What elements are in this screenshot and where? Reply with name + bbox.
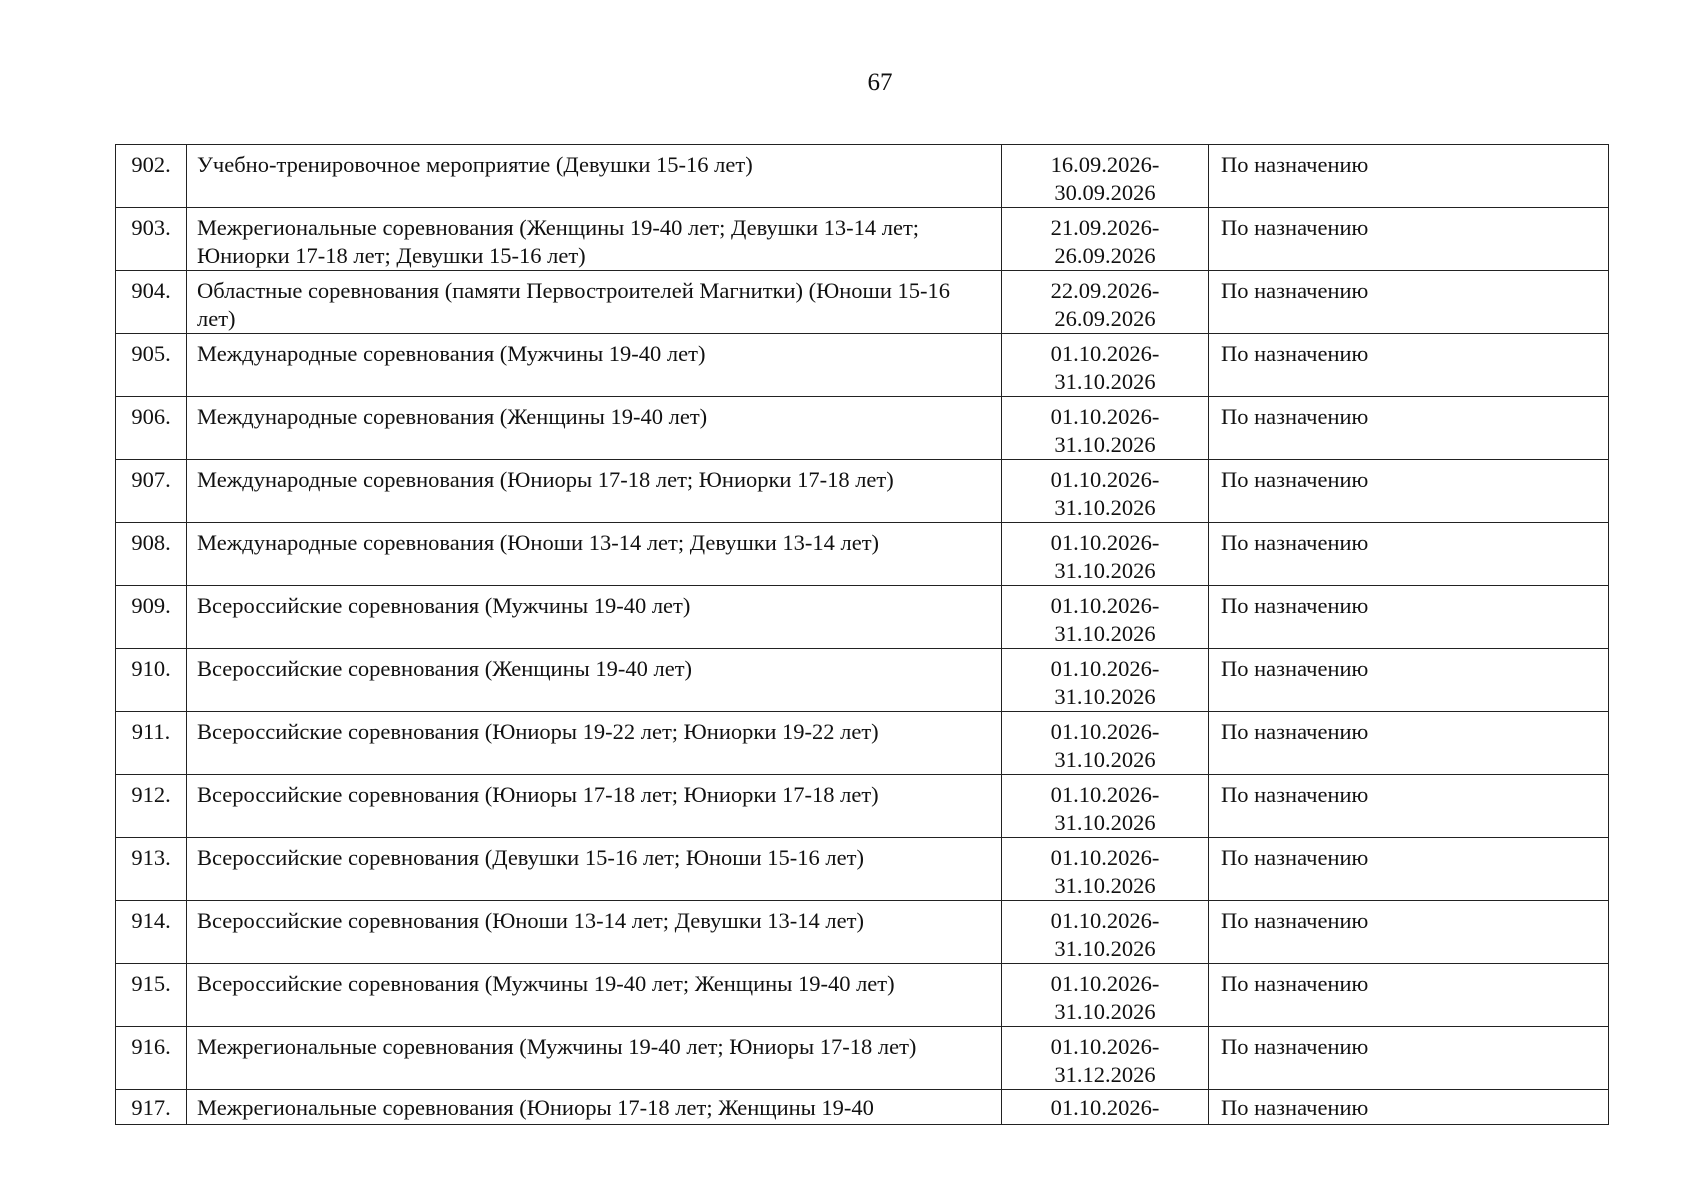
date-start: 01.10.2026- xyxy=(1050,656,1160,681)
date-start: 01.10.2026- xyxy=(1050,1095,1160,1120)
date-start: 01.10.2026- xyxy=(1050,845,1160,870)
event-name: Межрегиональные соревнования (Юниоры 17-18 лет; Женщины 19-40 xyxy=(187,1090,1002,1125)
row-number: 912. xyxy=(116,775,187,838)
row-number: 917. xyxy=(116,1090,187,1125)
date-end: 31.10.2026 xyxy=(1054,747,1156,772)
event-dates xyxy=(1002,775,1209,838)
row-number: 907. xyxy=(116,460,187,523)
event-place: По назначению xyxy=(1209,964,1609,1027)
row-number: 906. xyxy=(116,397,187,460)
table-row xyxy=(116,397,1609,460)
event-dates xyxy=(1002,649,1209,712)
date-start: 01.10.2026- xyxy=(1050,971,1160,996)
date-start: 01.10.2026- xyxy=(1050,341,1160,366)
event-place: По назначению xyxy=(1209,460,1609,523)
event-name: Всероссийские соревнования (Девушки 15-16 лет; Юноши 15-16 лет) xyxy=(187,838,1002,901)
table-row xyxy=(116,334,1609,397)
row-number: 904. xyxy=(116,271,187,334)
event-place: По назначению xyxy=(1209,208,1609,271)
event-name: Межрегиональные соревнования (Мужчины 19-40 лет; Юниоры 17-18 лет) xyxy=(187,1027,1002,1090)
event-place: По назначению xyxy=(1209,901,1609,964)
table-row xyxy=(116,1090,1609,1125)
event-name: Межрегиональные соревнования (Женщины 19-40 лет; Девушки 13-14 лет; Юниорки 17-18 лет; Девушки 15-16 лет) xyxy=(187,208,1002,271)
row-number: 908. xyxy=(116,523,187,586)
row-number: 909. xyxy=(116,586,187,649)
table-row xyxy=(116,586,1609,649)
date-end: 31.12.2026 xyxy=(1054,1062,1156,1087)
row-number: 902. xyxy=(116,145,187,208)
event-dates xyxy=(1002,838,1209,901)
date-end: 31.10.2026 xyxy=(1054,621,1156,646)
table-row xyxy=(116,145,1609,208)
event-dates xyxy=(1002,145,1209,208)
date-start: 01.10.2026- xyxy=(1050,404,1160,429)
event-dates xyxy=(1002,1090,1209,1125)
event-dates xyxy=(1002,208,1209,271)
date-end: 30.09.2026 xyxy=(1054,180,1156,205)
date-end: 31.10.2026 xyxy=(1054,810,1156,835)
date-end: 31.10.2026 xyxy=(1054,873,1156,898)
event-dates xyxy=(1002,712,1209,775)
event-place: По назначению xyxy=(1209,1090,1609,1125)
row-number: 905. xyxy=(116,334,187,397)
event-name: Международные соревнования (Мужчины 19-40 лет) xyxy=(187,334,1002,397)
event-name: Международные соревнования (Юноши 13-14 лет; Девушки 13-14 лет) xyxy=(187,523,1002,586)
table-row xyxy=(116,523,1609,586)
event-dates xyxy=(1002,397,1209,460)
event-place: По назначению xyxy=(1209,775,1609,838)
date-end: 31.10.2026 xyxy=(1054,495,1156,520)
page-number: 67 xyxy=(867,69,893,96)
event-place: По назначению xyxy=(1209,649,1609,712)
event-place: По назначению xyxy=(1209,271,1609,334)
event-dates xyxy=(1002,334,1209,397)
event-place: По назначению xyxy=(1209,1027,1609,1090)
event-dates xyxy=(1002,460,1209,523)
event-place: По назначению xyxy=(1209,523,1609,586)
date-start: 01.10.2026- xyxy=(1050,593,1160,618)
table-row xyxy=(116,775,1609,838)
event-name: Международные соревнования (Женщины 19-40 лет) xyxy=(187,397,1002,460)
table-row xyxy=(116,460,1609,523)
event-name: Учебно-тренировочное мероприятие (Девушки 15-16 лет) xyxy=(187,145,1002,208)
table-row xyxy=(116,901,1609,964)
date-end: 31.10.2026 xyxy=(1054,558,1156,583)
table-row xyxy=(116,1027,1609,1090)
date-end: 31.10.2026 xyxy=(1054,369,1156,394)
date-start: 01.10.2026- xyxy=(1050,908,1160,933)
event-place: По назначению xyxy=(1209,838,1609,901)
event-name: Всероссийские соревнования (Юниоры 17-18 лет; Юниорки 17-18 лет) xyxy=(187,775,1002,838)
date-start: 01.10.2026- xyxy=(1050,1034,1160,1059)
date-end: 26.09.2026 xyxy=(1054,306,1156,331)
table-row xyxy=(116,208,1609,271)
date-start: 21.09.2026- xyxy=(1050,215,1160,240)
event-place: По назначению xyxy=(1209,145,1609,208)
date-start: 01.10.2026- xyxy=(1050,530,1160,555)
event-dates xyxy=(1002,523,1209,586)
event-name: Областные соревнования (памяти Первостроителей Магнитки) (Юноши 15-16 лет) xyxy=(187,271,1002,334)
date-end: 31.10.2026 xyxy=(1054,999,1156,1024)
event-name: Всероссийские соревнования (Юноши 13-14 лет; Девушки 13-14 лет) xyxy=(187,901,1002,964)
event-dates xyxy=(1002,1027,1209,1090)
event-dates xyxy=(1002,271,1209,334)
event-name: Международные соревнования (Юниоры 17-18 лет; Юниорки 17-18 лет) xyxy=(187,460,1002,523)
table-row xyxy=(116,271,1609,334)
row-number: 910. xyxy=(116,649,187,712)
date-end: 26.09.2026 xyxy=(1054,243,1156,268)
table-row xyxy=(116,838,1609,901)
table-row xyxy=(116,964,1609,1027)
event-name: Всероссийские соревнования (Женщины 19-40 лет) xyxy=(187,649,1002,712)
date-start: 16.09.2026- xyxy=(1050,152,1160,177)
event-place: По назначению xyxy=(1209,712,1609,775)
date-start: 22.09.2026- xyxy=(1050,278,1160,303)
row-number: 903. xyxy=(116,208,187,271)
event-name: Всероссийские соревнования (Юниоры 19-22 лет; Юниорки 19-22 лет) xyxy=(187,712,1002,775)
row-number: 911. xyxy=(116,712,187,775)
date-end: 31.10.2026 xyxy=(1054,684,1156,709)
date-end: 31.10.2026 xyxy=(1054,432,1156,457)
event-name: Всероссийские соревнования (Мужчины 19-40 лет) xyxy=(187,586,1002,649)
events-table xyxy=(115,144,1609,1125)
table-row xyxy=(116,712,1609,775)
date-start: 01.10.2026- xyxy=(1050,467,1160,492)
row-number: 914. xyxy=(116,901,187,964)
row-number: 913. xyxy=(116,838,187,901)
row-number: 915. xyxy=(116,964,187,1027)
date-start: 01.10.2026- xyxy=(1050,719,1160,744)
row-number: 916. xyxy=(116,1027,187,1090)
event-place: По назначению xyxy=(1209,334,1609,397)
event-dates xyxy=(1002,586,1209,649)
event-dates xyxy=(1002,901,1209,964)
date-end: 31.10.2026 xyxy=(1054,936,1156,961)
table-row xyxy=(116,649,1609,712)
date-start: 01.10.2026- xyxy=(1050,782,1160,807)
event-place: По назначению xyxy=(1209,397,1609,460)
event-dates xyxy=(1002,964,1209,1027)
event-name: Всероссийские соревнования (Мужчины 19-40 лет; Женщины 19-40 лет) xyxy=(187,964,1002,1027)
event-place: По назначению xyxy=(1209,586,1609,649)
